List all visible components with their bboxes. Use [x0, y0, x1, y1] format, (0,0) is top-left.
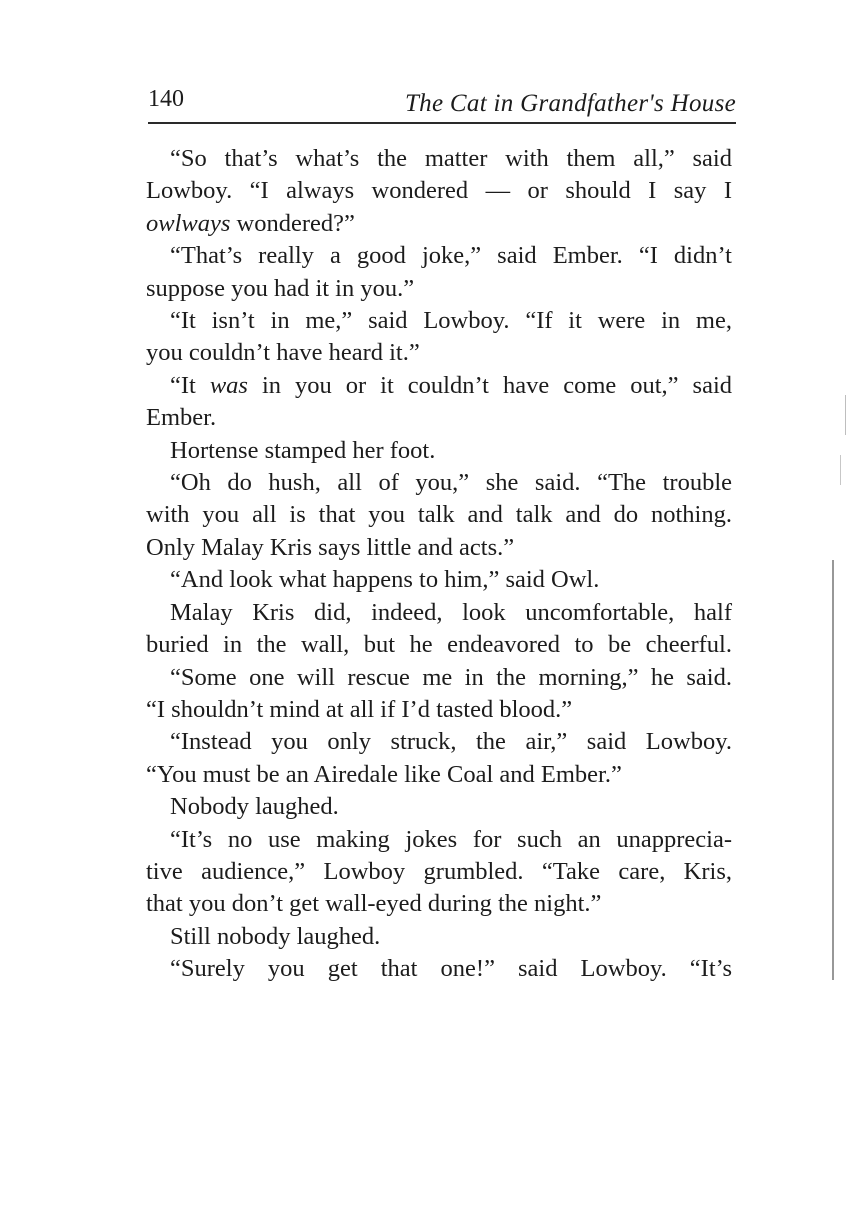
running-header	[148, 86, 736, 124]
text-line: Malay Kris did, indeed, look uncomfortable, half	[170, 598, 732, 626]
text-line: Still nobody laughed.	[170, 922, 381, 950]
text-line: “I shouldn’t mind at all if I’d tasted blood.”	[146, 695, 573, 723]
text-line: you couldn’t have heard it.”	[146, 339, 420, 367]
text-line: “Instead you only struck, the air,” said Lowboy.	[170, 728, 732, 756]
scan-artifact	[840, 455, 841, 485]
text-line: “Some one will rescue me in the morning,” he said.	[170, 663, 732, 691]
text-line: “It isn’t in me,” said Lowboy. “If it were in me,	[170, 307, 732, 335]
scan-artifact	[832, 560, 834, 980]
text-line: Ember.	[146, 404, 217, 432]
text-line: Nobody laughed.	[170, 793, 339, 821]
text-line: “It was in you or it couldn’t have come out,” said	[170, 371, 733, 399]
page-number: 140	[148, 86, 184, 112]
running-title: The Cat in Grandfather's House	[404, 90, 736, 117]
body-text	[146, 143, 732, 986]
text-line: suppose you had it in you.”	[146, 274, 415, 302]
text-line: “It’s no use making jokes for such an unapprecia-	[170, 825, 732, 853]
text-line: “And look what happens to him,” said Owl.	[170, 566, 600, 594]
text-line: Lowboy. “I always wondered — or should I say I	[146, 177, 732, 205]
text-line: “You must be an Airedale like Coal and Ember.”	[146, 760, 622, 788]
text-line: owlways wondered?”	[146, 209, 355, 237]
text-line: Hortense stamped her foot.	[170, 436, 436, 464]
text-line: buried in the wall, but he endeavored to be cheerful.	[146, 631, 732, 659]
text-line: Only Malay Kris says little and acts.”	[146, 533, 515, 561]
text-line: “That’s really a good joke,” said Ember. “I didn’t	[170, 242, 732, 270]
scan-artifact	[845, 395, 846, 435]
text-line: that you don’t get wall-eyed during the night.”	[146, 890, 602, 918]
text-line: “Surely you get that one!” said Lowboy. “It’s	[170, 955, 732, 983]
text-line: tive audience,” Lowboy grumbled. “Take care, Kris,	[146, 857, 732, 885]
text-line: with you all is that you talk and talk and do nothing.	[146, 501, 732, 529]
text-line: “Oh do hush, all of you,” she said. “The trouble	[170, 469, 732, 497]
text-line: “So that’s what’s the matter with them all,” said	[170, 145, 732, 172]
